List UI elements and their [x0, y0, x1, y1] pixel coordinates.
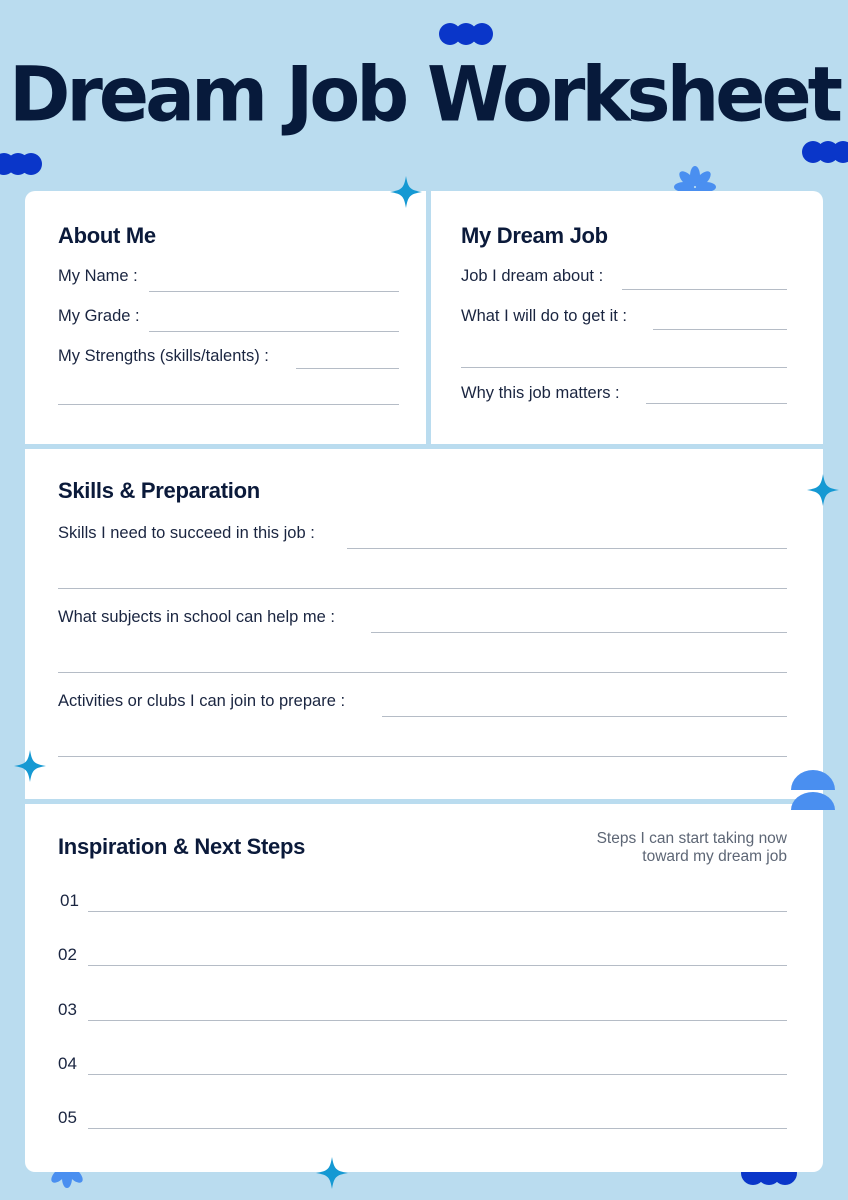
subjects-label: What subjects in school can help me : [58, 608, 335, 626]
dream-job-label: Job I dream about : [461, 267, 604, 285]
step-number: 05 [58, 1108, 77, 1127]
note-line-2: toward my dream job [642, 848, 787, 865]
activities-field-line-2[interactable] [58, 756, 787, 757]
strengths-field-line-2[interactable] [58, 404, 399, 405]
name-label: My Name : [58, 267, 138, 285]
half-circles-icon [790, 770, 836, 812]
dream-job-field[interactable] [622, 289, 787, 290]
subjects-field[interactable] [371, 632, 787, 633]
about-me-card [25, 191, 426, 444]
strengths-field[interactable] [296, 368, 399, 369]
skills-card [25, 449, 823, 799]
step-field-2[interactable] [88, 965, 787, 966]
note-line-1: Steps I can start taking now [596, 830, 787, 847]
todo-field[interactable] [653, 329, 787, 330]
activities-field[interactable] [382, 716, 787, 717]
about-me-heading: About Me [58, 223, 156, 248]
dream-job-heading: My Dream Job [461, 223, 608, 248]
step-field-4[interactable] [88, 1074, 787, 1075]
skills-heading: Skills & Preparation [58, 478, 260, 503]
strengths-label: My Strengths (skills/talents) : [58, 347, 269, 365]
step-number: 03 [58, 1000, 77, 1019]
grade-field[interactable] [149, 331, 399, 332]
step-number: 04 [58, 1054, 77, 1073]
inspiration-note [527, 830, 787, 866]
sparkle-star-icon [389, 175, 423, 209]
skills-needed-field-line-2[interactable] [58, 588, 787, 589]
subjects-field-line-2[interactable] [58, 672, 787, 673]
matters-field[interactable] [646, 403, 787, 404]
sparkle-star-icon [806, 473, 840, 507]
grade-label: My Grade : [58, 307, 140, 325]
matters-label: Why this job matters : [461, 384, 620, 402]
inspiration-card [25, 804, 823, 1172]
sparkle-star-icon [315, 1156, 349, 1190]
sparkle-star-icon [13, 749, 47, 783]
page-title: Dream Job Worksheet [8, 51, 840, 139]
todo-label: What I will do to get it : [461, 307, 627, 325]
skills-needed-label: Skills I need to succeed in this job : [58, 524, 315, 542]
step-number: 02 [58, 945, 77, 964]
name-field[interactable] [149, 291, 399, 292]
dream-job-card [431, 191, 823, 444]
step-field-5[interactable] [88, 1128, 787, 1129]
step-field-3[interactable] [88, 1020, 787, 1021]
step-number: 01 [60, 891, 79, 910]
step-field-1[interactable] [88, 911, 787, 912]
inspiration-heading: Inspiration & Next Steps [58, 834, 306, 859]
todo-field-line-2[interactable] [461, 367, 787, 368]
dot-cluster-icon [438, 22, 494, 46]
skills-needed-field[interactable] [347, 548, 787, 549]
dot-cluster-icon [800, 140, 848, 164]
dot-cluster-icon [0, 152, 44, 176]
activities-label: Activities or clubs I can join to prepare : [58, 692, 346, 710]
